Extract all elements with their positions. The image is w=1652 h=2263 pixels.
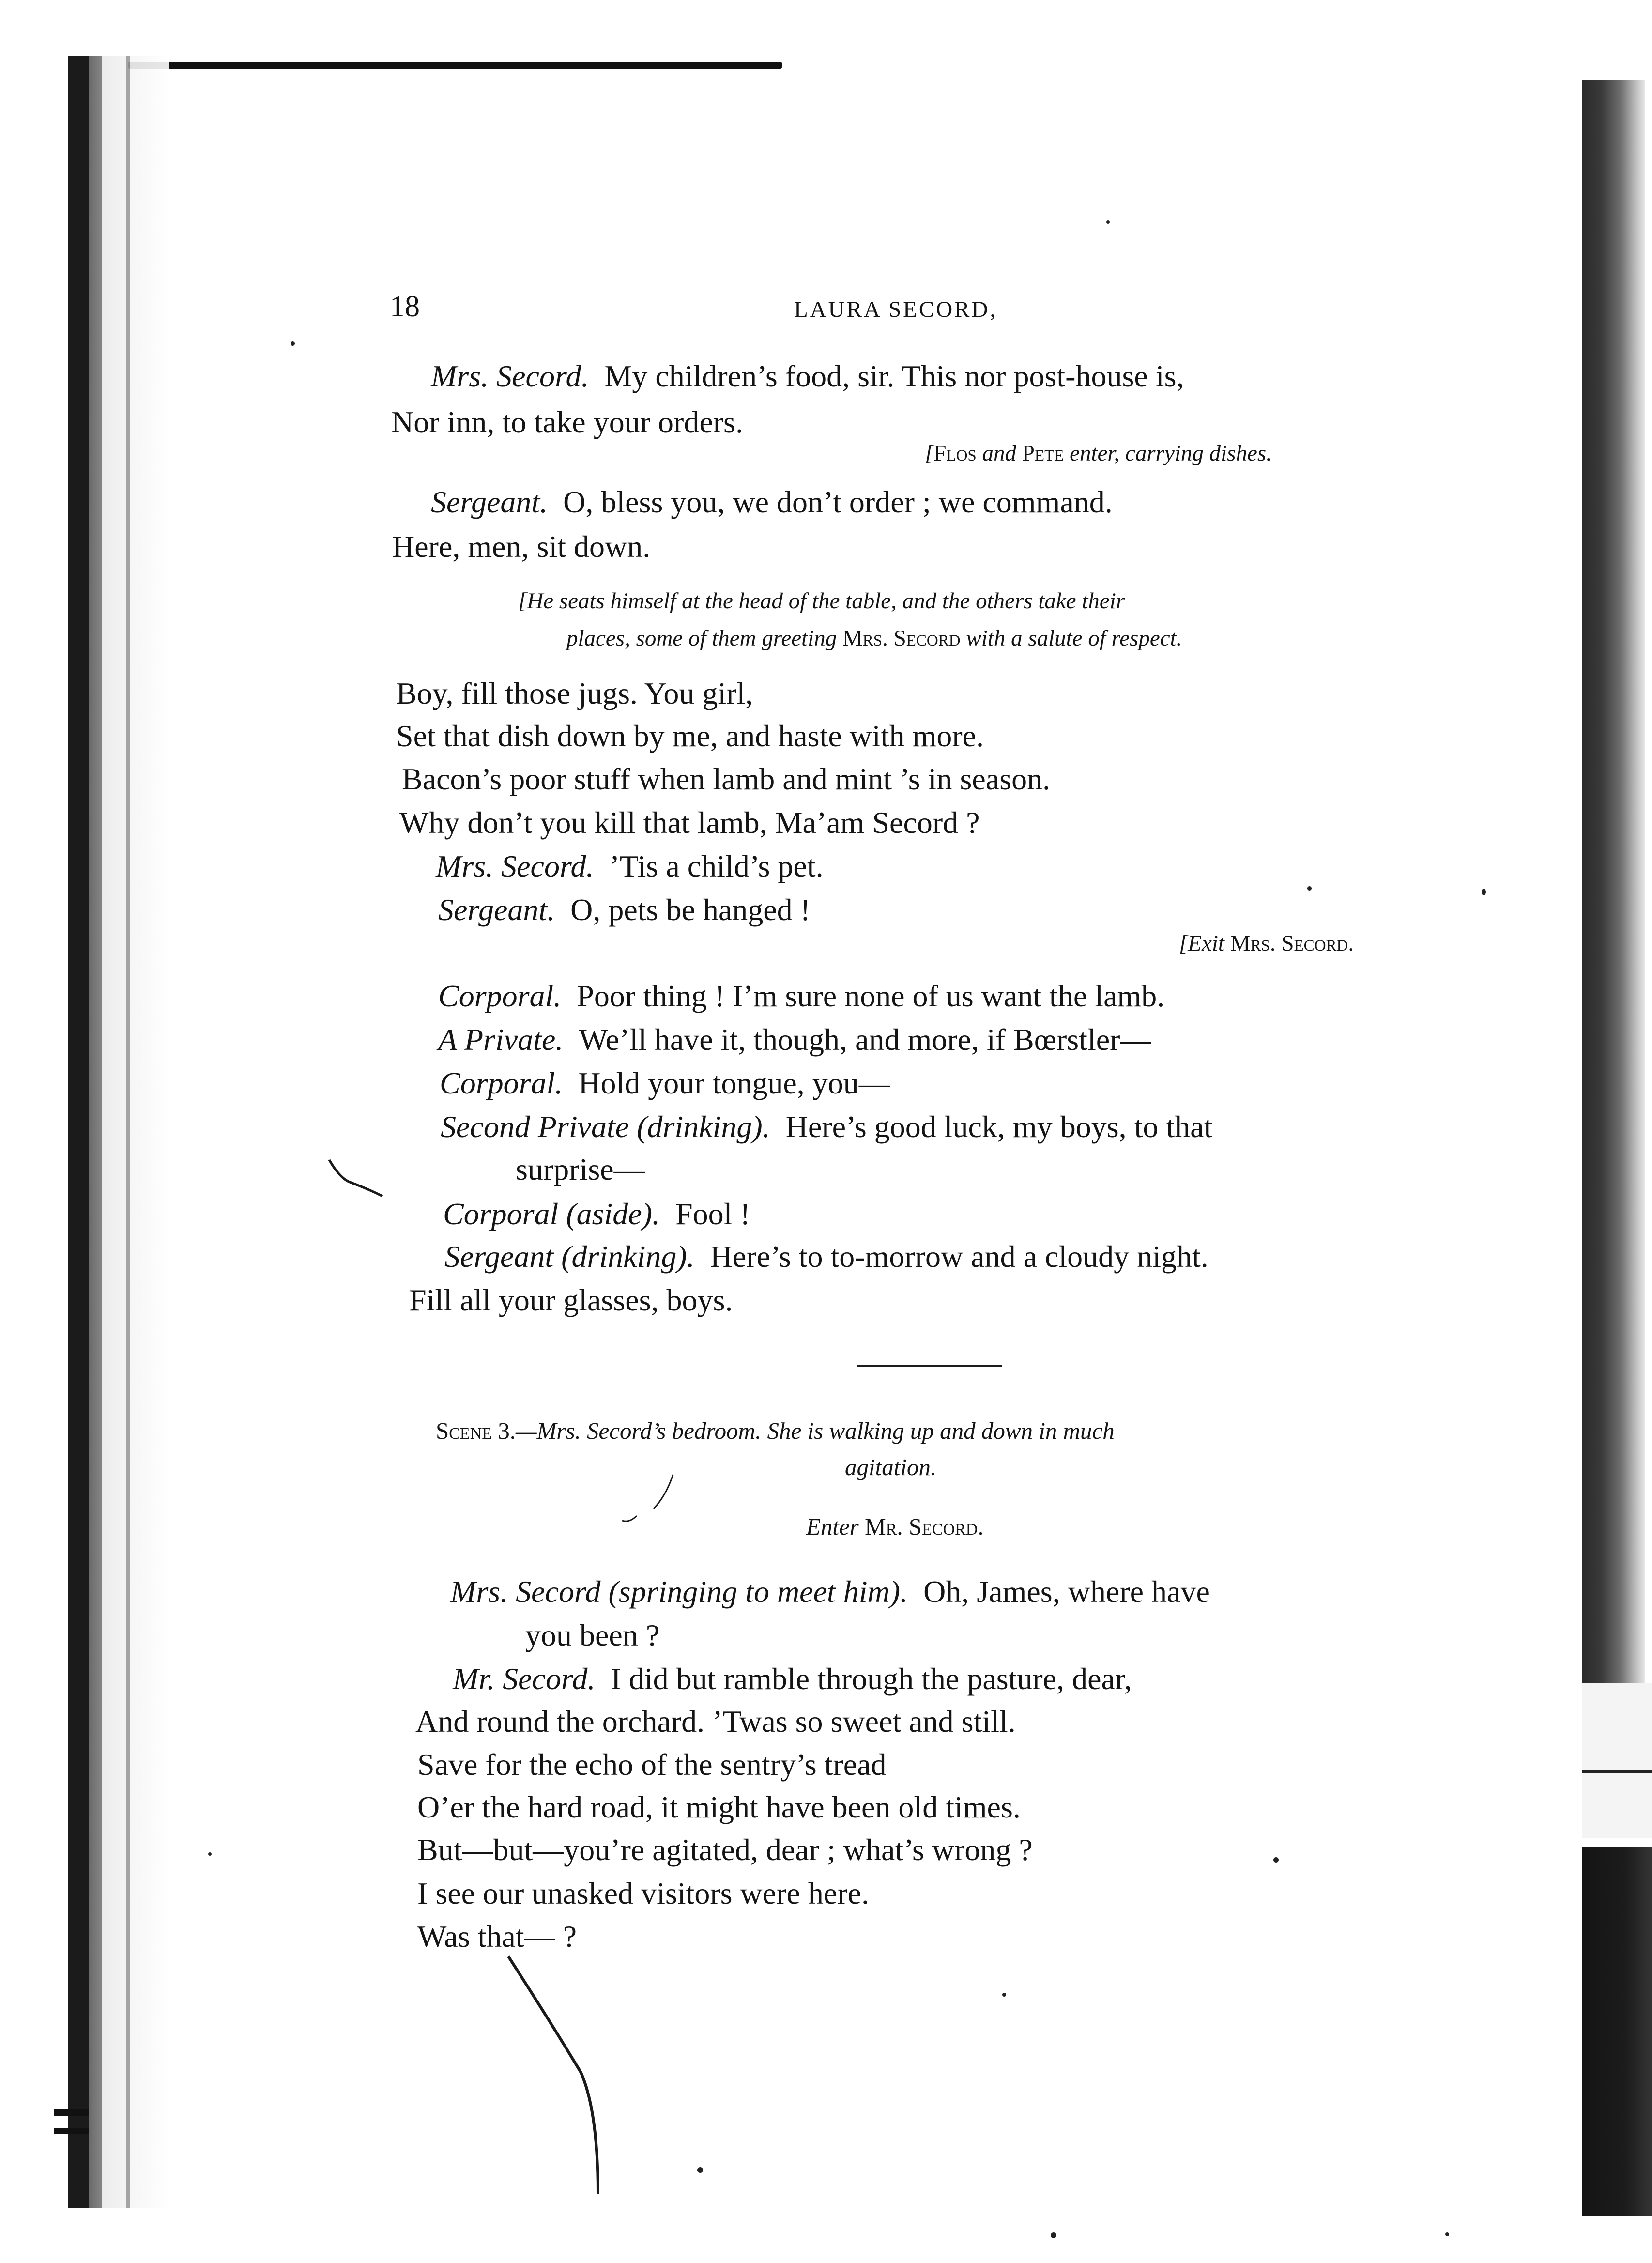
speaker-name: Sergeant. <box>431 485 548 519</box>
dialogue-line <box>443 1199 750 1230</box>
line-text: Save for the echo of the sentry’s tread <box>417 1747 887 1782</box>
dialogue-line <box>417 1792 1021 1823</box>
line-text: you been ? <box>525 1618 660 1652</box>
line-text: ’Tis a child’s pet. <box>609 849 824 883</box>
dialogue-line <box>417 1921 577 1952</box>
dialogue-line <box>396 721 984 752</box>
speaker-name: Corporal. <box>440 1066 563 1100</box>
line-text: Hold your tongue, you— <box>578 1066 890 1100</box>
line-text: Nor inn, to take your orders. <box>391 405 743 439</box>
line-text: Fool ! <box>675 1197 750 1231</box>
stage-direction: [Exit Mrs. Secord. <box>1179 931 1354 956</box>
line-text: I did but ramble through the pasture, dear, <box>611 1662 1132 1696</box>
dialogue-line <box>391 407 743 438</box>
speaker-name: Sergeant. <box>438 893 555 927</box>
speaker-name: Corporal. <box>438 979 562 1013</box>
dialogue-line <box>417 1749 887 1780</box>
speaker-name: Sergeant (drinking). <box>444 1239 695 1274</box>
line-text: Set that dish down by me, and haste with more. <box>396 719 984 753</box>
speaker-name: Second Private (drinking). <box>441 1109 770 1144</box>
dialogue-line <box>516 1154 645 1185</box>
stage-direction: places, some of them greeting Mrs. Secord with a salute of respect. <box>566 626 1182 651</box>
speaker-name: Mr. Secord. <box>453 1662 596 1696</box>
speaker-name: Mrs. Secord. <box>431 359 589 393</box>
dialogue-line <box>438 1024 1151 1055</box>
line-text: surprise— <box>516 1152 645 1186</box>
dialogue-line <box>431 361 1184 392</box>
dialogue-line <box>450 1576 1210 1607</box>
line-text: Here’s to to-morrow and a cloudy night. <box>710 1239 1208 1274</box>
stage-direction: [Flos and Pete enter, carrying dishes. <box>925 441 1272 466</box>
dialogue-line <box>525 1620 659 1651</box>
dialogue-line <box>438 894 811 925</box>
stage-direction: [He seats himself at the head of the table, and the others take their <box>518 588 1125 614</box>
dialogue-line <box>436 851 824 882</box>
speaker-name: Mrs. Secord. <box>436 849 594 883</box>
speaker-name: A Private. <box>438 1022 564 1057</box>
line-text: Why don’t you kill that lamb, Ma’am Secord ? <box>399 805 980 840</box>
dialogue-line <box>409 1285 733 1316</box>
line-text: Here’s good luck, my boys, to that <box>785 1109 1213 1144</box>
line-text: Fill all your glasses, boys. <box>409 1283 733 1317</box>
dialogue-line <box>438 981 1164 1012</box>
line-text: O, pets be hanged ! <box>570 893 811 927</box>
line-text: Was that— ? <box>417 1919 577 1954</box>
page-number: 18 <box>390 290 420 323</box>
line-text: O, bless you, we don’t order ; we command. <box>563 485 1113 519</box>
line-text: But—but—you’re agitated, dear ; what’s wrong ? <box>417 1832 1033 1867</box>
dialogue-line <box>399 807 980 838</box>
entrance-direction: Enter Mr. Secord. <box>806 1513 984 1540</box>
line-text: My children’s food, sir. This nor post-house is, <box>604 359 1184 393</box>
dialogue-line <box>441 1111 1212 1142</box>
speaker-name: Mrs. Secord (springing to meet him). <box>450 1574 908 1609</box>
dialogue-line <box>431 487 1113 518</box>
dialogue-line <box>415 1706 1016 1737</box>
speaker-name: Corporal (aside). <box>443 1197 660 1231</box>
dialogue-line <box>402 764 1050 795</box>
line-text: I see our unasked visitors were here. <box>417 1876 869 1910</box>
running-title: LAURA SECORD, <box>794 297 998 322</box>
line-text: Bacon’s poor stuff when lamb and mint ’s in season. <box>402 762 1051 796</box>
line-text: We’ll have it, though, and more, if Bœrstler— <box>579 1022 1151 1057</box>
scene-heading: agitation. <box>845 1454 937 1480</box>
dialogue-line <box>444 1241 1208 1272</box>
dialogue-line <box>417 1834 1033 1865</box>
dialogue-line <box>453 1663 1132 1694</box>
line-text: Boy, fill those jugs. You girl, <box>396 676 753 710</box>
line-text: Here, men, sit down. <box>392 529 651 564</box>
scene-heading: Scene 3.—Mrs. Secord’s bedroom. She is walking up and down in much <box>436 1417 1115 1444</box>
dialogue-line <box>417 1878 869 1909</box>
line-text: Oh, James, where have <box>923 1574 1210 1609</box>
section-divider <box>857 1365 1002 1367</box>
dialogue-line <box>440 1068 890 1099</box>
dialogue-line <box>392 531 650 562</box>
line-text: O’er the hard road, it might have been old times. <box>417 1790 1021 1824</box>
dialogue-line <box>396 678 753 709</box>
line-text: Poor thing ! I’m sure none of us want the lamb. <box>577 979 1165 1013</box>
line-text: And round the orchard. ’Twas so sweet and still. <box>415 1704 1016 1739</box>
